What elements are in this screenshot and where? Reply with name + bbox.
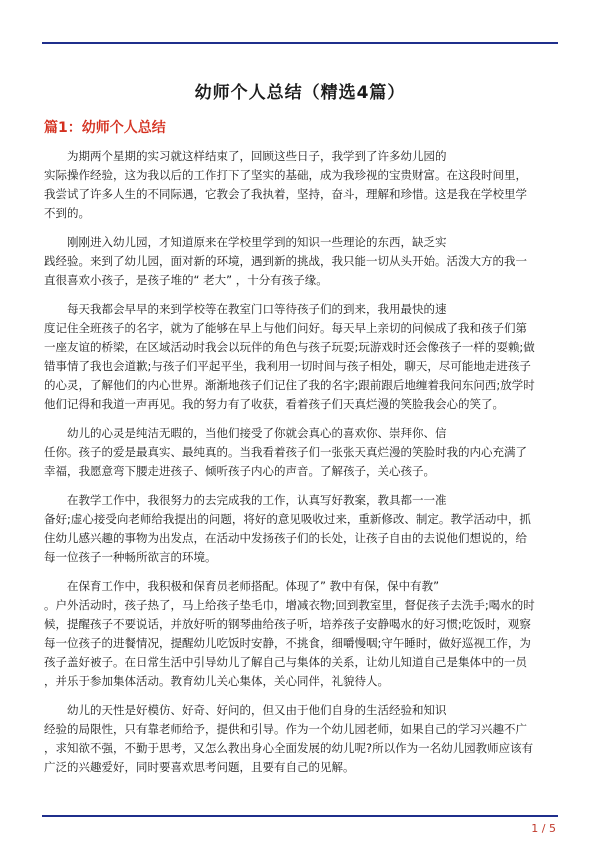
paragraph-line: 在教学工作中，我很努力的去完成我的工作，认真写好教案，教具都一一准: [67, 493, 447, 507]
footer-rule: [42, 815, 558, 817]
paragraph-line: 广泛的兴趣爱好，同时要喜欢思考问题，且要有自己的见解。: [44, 760, 355, 774]
paragraph-line: 在保育工作中，我积极和保育员老师搭配。体现了” 教中有保，保中有教”: [67, 579, 440, 593]
page-number: 1 / 5: [531, 822, 556, 835]
paragraph-line: 经验的局限性，只有靠老师给予，提供和引导。作为一个幼儿园老师，如果自己的学习兴趣不广: [44, 722, 527, 736]
paragraph: [44, 424, 556, 481]
paragraph: [44, 233, 556, 290]
paragraph-line: 候，提醒孩子不要说话，并放好听的钢琴曲给孩子听，培养孩子安静喝水的好习惯;吃饭时，观察: [44, 617, 531, 631]
paragraph-line: 幸福，我愿意弯下腰走进孩子、倾听孩子内心的声音。了解孩子，关心孩子。: [44, 464, 435, 478]
paragraph-line: 孩子盖好被子。在日常生活中引导幼儿了解自己与集体的关系，让幼儿知道自己是集体中的一员: [44, 655, 527, 669]
section-heading: 篇1：幼师个人总结: [44, 120, 166, 136]
paragraph-line: 一座友谊的桥梁，在区域活动时我会以玩伴的角色与孩子玩耍;玩游戏时还会像孩子一样的耍赖;做: [44, 340, 535, 354]
paragraph-line: 的心灵，了解他们的内心世界。渐渐地孩子们记住了我的名字;跟前跟后地缠着我问东问西;放学时: [44, 378, 535, 392]
document-body: [44, 147, 556, 787]
paragraph-line: 践经验。来到了幼儿园，面对新的环境，遇到新的挑战，我只能一切从头开始。活泼大方的我一: [44, 254, 527, 268]
paragraph: [44, 701, 556, 777]
paragraph-line: 我尝试了许多人生的不同际遇，它教会了我执着，坚持，奋斗，理解和珍惜。这是我在学校里学: [44, 187, 527, 201]
paragraph-line: 为期两个星期的实习就这样结束了，回顾这些日子，我学到了许多幼儿园的: [67, 149, 447, 163]
paragraph-line: 每一位孩子的进餐情况，提醒幼儿吃饭时安静，不挑食，细嚼慢咽;守午睡时，做好巡视工作，为: [44, 636, 531, 650]
paragraph: [44, 577, 556, 691]
paragraph-line: ，并乐于参加集体活动。教育幼儿关心集体，关心同伴，礼貌待人。: [44, 674, 389, 688]
paragraph-line: 幼儿的天性是好模仿、好奇、好问的，但又由于他们自身的生活经验和知识: [67, 703, 447, 717]
document-title: 幼师个人总结（精选4篇）: [194, 83, 406, 103]
paragraph-line: 住幼儿感兴趣的事物为出发点，在活动中发扬孩子们的长处，让孩子自由的去说他们想说的，给: [44, 531, 527, 545]
paragraph-line: 任你。孩子的爱是最真实、最纯真的。当我看着孩子们一张张天真烂漫的笑脸时我的内心充满了: [44, 445, 527, 459]
header-rule: [42, 42, 558, 44]
paragraph-line: ，求知欲不强，不勤于思考，又怎么教出身心全面发展的幼儿呢?所以作为一名幼儿园教师应该有: [44, 741, 534, 755]
paragraph-line: 。户外活动时，孩子热了，马上给孩子垫毛巾，增减衣物;回到教室里，督促孩子去洗手;喝水的时: [44, 598, 535, 612]
paragraph-line: 直很喜欢小孩子，是孩子堆的“ 老大” ，十分有孩子缘。: [44, 273, 328, 287]
paragraph-line: 度记住全班孩子的名字，就为了能够在早上与他们问好。每天早上亲切的问候成了我和孩子们第: [44, 321, 527, 335]
paragraph-line: 他们记得和我道一声再见。我的努力有了收获，看着孩子们天真烂漫的笑脸我会心的笑了。: [44, 397, 504, 411]
paragraph-line: 错事情了我也会道歉;与孩子们平起平坐，我利用一切时间与孩子相处，聊天，尽可能地走进孩子: [44, 359, 531, 373]
paragraph: [44, 147, 556, 223]
paragraph-line: 每天我都会早早的来到学校等在教室门口等待孩子们的到来，我用最快的速: [67, 302, 447, 316]
paragraph-line: 每一位孩子一种畅所欲言的环境。: [44, 550, 217, 564]
paragraph: [44, 491, 556, 567]
paragraph-line: 备好;虚心接受向老师给我提出的问题，将好的意见吸收过来，重新修改、制定。教学活动中，抓: [44, 512, 531, 526]
paragraph-line: 实际操作经验，这为我以后的工作打下了坚实的基础，成为我珍视的宝贵财富。在这段时间里，: [44, 168, 527, 182]
paragraph-line: 刚刚进入幼儿园，才知道原来在学校里学到的知识一些理论的东西，缺乏实: [67, 235, 447, 249]
paragraph: [44, 300, 556, 414]
paragraph-line: 不到的。: [44, 206, 90, 220]
paragraph-line: 幼儿的心灵是纯洁无暇的，当他们接受了你就会真心的喜欢你、崇拜你、信: [67, 426, 447, 440]
